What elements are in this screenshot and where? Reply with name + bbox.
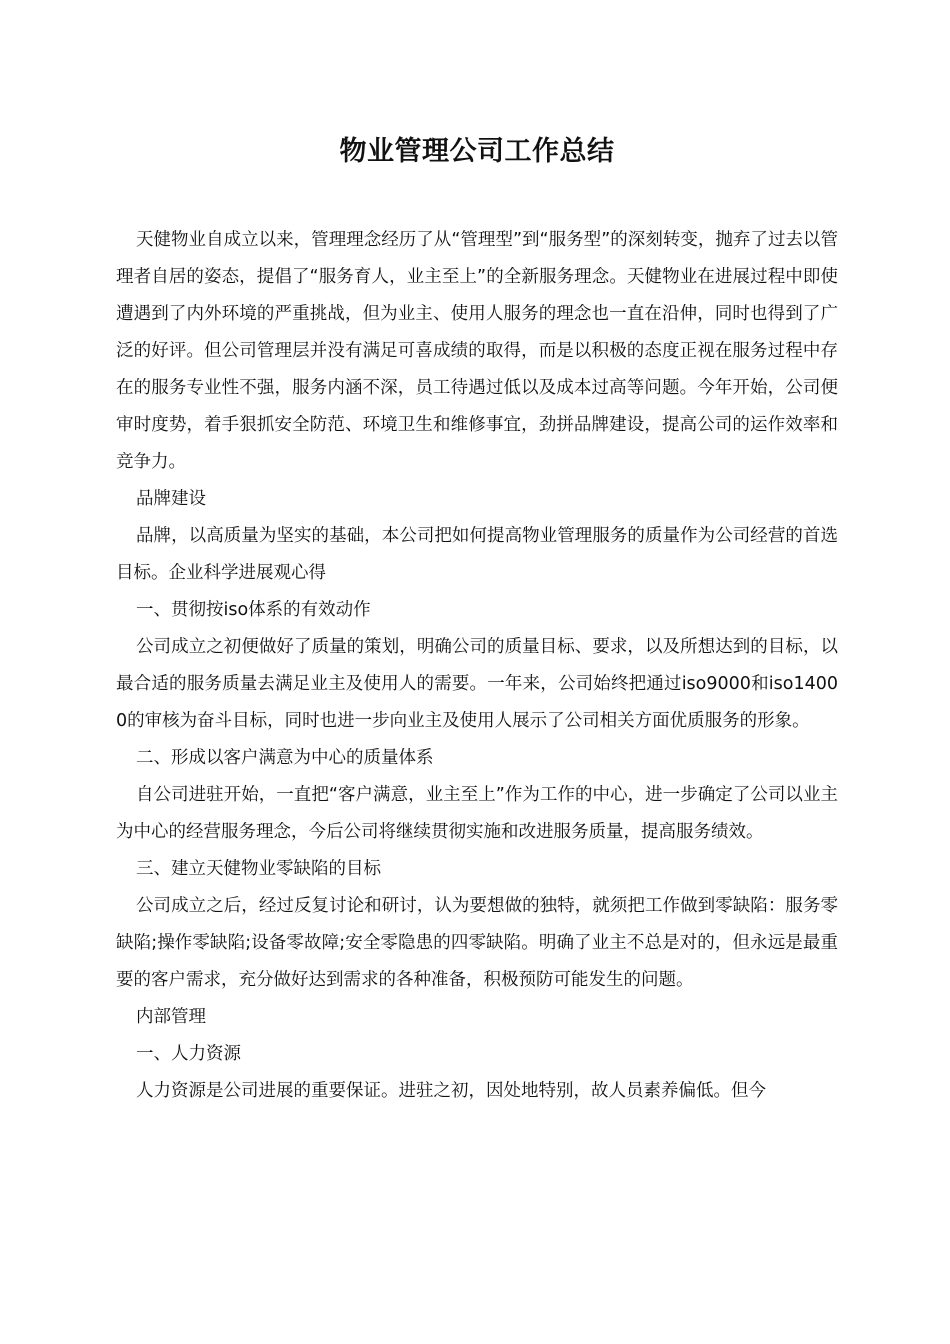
paragraph-iso: 公司成立之初便做好了质量的策划，明确公司的质量目标、要求，以及所想达到的目标，以最合适的服务质量去满足业主及使用人的需要。一年来，公司始终把通过iso9000和iso14000的审核为奋斗目标，同时也进一步向业主及使用人展示了公司相关方面优质服务的形象。 [116, 637, 838, 731]
paragraph-human-resources: 人力资源是公司进展的重要保证。进驻之初，因处地特别，故人员素养偏低。但今 [136, 1081, 766, 1101]
paragraph-customer-satisfaction: 自公司进驻开始，一直把“客户满意，业主至上”作为工作的中心，进一步确定了公司以业主为中心的经营服务理念，今后公司将继续贯彻实施和改进服务质量，提高服务绩效。 [116, 785, 838, 842]
paragraph-zero-defect: 公司成立之后，经过反复讨论和研讨，认为要想做的独特，就须把工作做到零缺陷：服务零缺陷;操作零缺陷;设备零故障;安全零隐患的四零缺陷。明确了业主不总是对的，但永远是最重要的客户需求，充分做好达到需求的各种准备，积极预防可能发生的问题。 [116, 896, 838, 990]
heading-brand-building: 品牌建设 [136, 489, 206, 509]
heading-internal-management: 内部管理 [136, 1007, 206, 1027]
heading-zero-defect: 三、建立天健物业零缺陷的目标 [136, 859, 381, 879]
document-body [116, 222, 838, 1110]
heading-human-resources: 一、人力资源 [136, 1044, 241, 1064]
document-title: 物业管理公司工作总结 [339, 136, 615, 167]
paragraph-brand: 品牌，以高质量为坚实的基础，本公司把如何提高物业管理服务的质量作为公司经营的首选目标。企业科学进展观心得 [116, 526, 838, 583]
heading-iso-system: 一、贯彻按iso体系的有效动作 [136, 600, 371, 620]
paragraph-intro: 天健物业自成立以来，管理理念经历了从“管理型”到“服务型”的深刻转变，抛弃了过去以管理者自居的姿态，提倡了“服务育人，业主至上”的全新服务理念。天健物业在进展过程中即使遭遇到了内外环境的严重挑战，但为业主、使用人服务的理念也一直在沿伸，同时也得到了广泛的好评。但公司管理层并没有满足可喜成绩的取得，而是以积极的态度正视在服务过程中存在的服务专业性不强，服务内涵不深，员工待遇过低以及成本过高等问题。今年开始，公司便审时度势，着手狠抓安全防范、环境卫生和维修事宜，劲拼品牌建设，提高公司的运作效率和竞争力。 [116, 230, 838, 472]
heading-quality-system: 二、形成以客户满意为中心的质量体系 [136, 748, 434, 768]
